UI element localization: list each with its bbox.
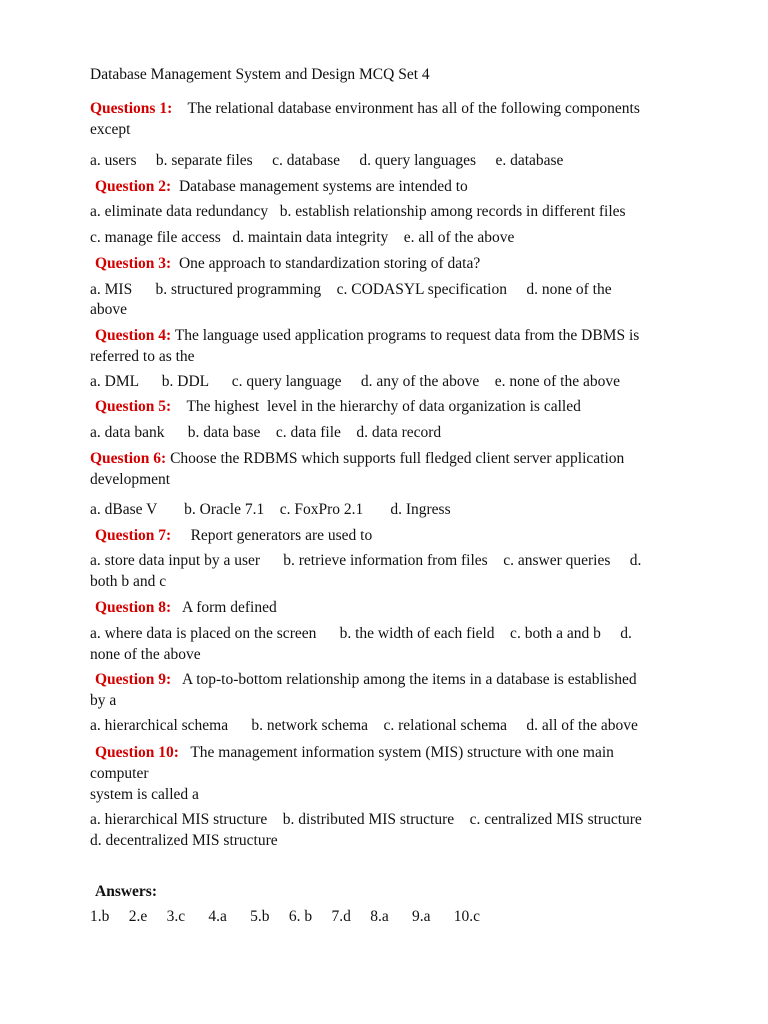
question-options: a. hierarchical schema b. network schema c. relational schema d. all of the above [90,717,638,734]
question-label: Question 10: [95,744,179,761]
question-options: d. decentralized MIS structure [90,832,278,849]
question-text-cont: referred to as the [90,348,195,365]
question-label: Question 7: [95,527,172,544]
question-label: Question 3: [95,255,172,272]
answers-heading: Answers: [95,883,157,900]
question-10 [95,743,614,763]
question-text: A form defined [182,599,277,616]
question-text: A top-to-bottom relationship among the items in a database is established [182,671,637,688]
question-text: Database management systems are intended to [178,178,468,195]
question-text: The relational database environment has all of the following components [187,100,640,117]
question-text-cont: system is called a [90,786,199,803]
answers-list: 1.b 2.e 3.c 4.a 5.b 6. b 7.d 8.a 9.a 10.c [90,908,481,925]
question-6 [90,449,624,469]
question-2 [95,177,468,197]
question-options: c. manage file access d. maintain data integrity e. all of the above [90,229,515,246]
question-text: Choose the RDBMS which supports full fledged client server application [170,450,625,467]
question-label: Question 8: [95,599,172,616]
question-options: none of the above [90,646,201,663]
question-options: a. data bank b. data base c. data file d. data record [90,424,442,441]
question-1 [90,99,640,119]
question-options: a. dBase V b. Oracle 7.1 c. FoxPro 2.1 d. Ingress [90,501,451,518]
question-9 [95,670,637,690]
question-label: Questions 1: [90,100,173,117]
question-7 [95,526,372,546]
question-text-cont: except [90,121,131,138]
question-label: Question 5: [95,398,172,415]
question-label: Question 4: [95,327,172,344]
question-8 [95,598,277,618]
question-3 [95,254,480,274]
question-text: The language used application programs to request data from the DBMS is [174,327,640,344]
question-text-cont: development [90,471,171,488]
question-options: a. store data input by a user b. retrieve information from files c. answer queries d. [90,552,642,569]
question-options: a. where data is placed on the screen b. the width of each field c. both a and b d. [90,625,632,642]
question-label: Question 6: [90,450,167,467]
question-options: a. eliminate data redundancy b. establish relationship among records in different files [90,203,626,220]
question-text: The highest level in the hierarchy of data organization is called [186,398,581,415]
question-options: both b and c [90,573,167,590]
question-options: above [90,301,128,318]
document-title: Database Management System and Design MCQ Set 4 [90,66,430,83]
question-label: Question 9: [95,671,172,688]
question-text: The management information system (MIS) structure with one main [190,744,614,761]
question-label: Question 2: [95,178,172,195]
question-text: Report generators are used to [190,527,373,544]
question-options: a. DML b. DDL c. query language d. any of the above e. none of the above [90,373,620,390]
question-options: a. MIS b. structured programming c. CODASYL specification d. none of the [90,281,612,298]
question-text-cont: by a [90,692,117,709]
question-text: One approach to standardization storing of data? [178,255,481,272]
question-text-cont: computer [90,765,149,782]
question-5 [95,397,581,417]
question-options: a. hierarchical MIS structure b. distributed MIS structure c. centralized MIS structure [90,811,642,828]
question-4 [95,326,639,346]
question-options: a. users b. separate files c. database d. query languages e. database [90,152,564,169]
